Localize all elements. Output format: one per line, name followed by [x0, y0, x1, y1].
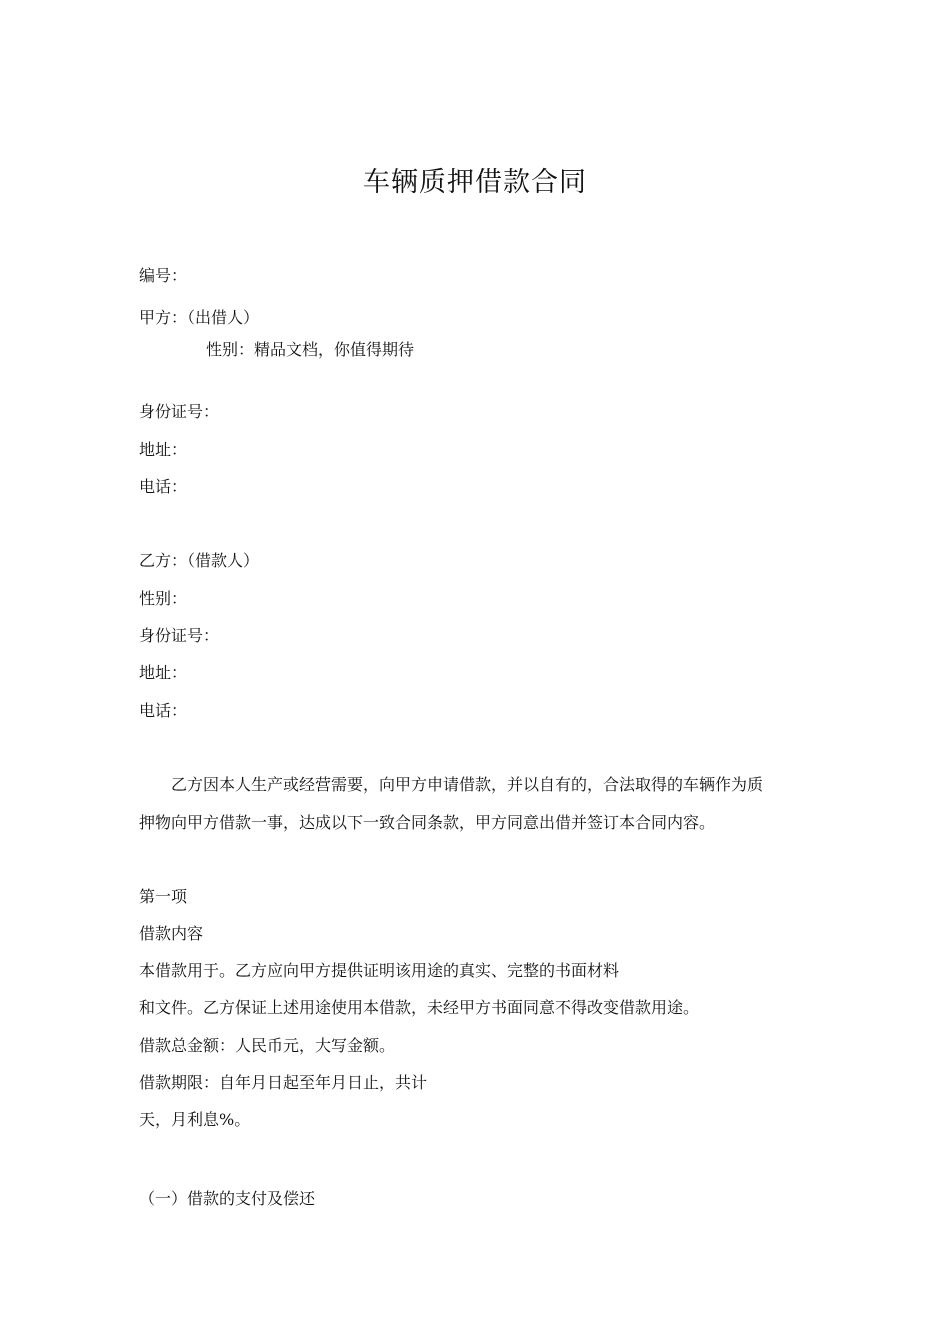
party-b-id-label: 身份证号：: [139, 626, 220, 645]
party-a-phone-label: 电话：: [139, 477, 188, 496]
party-b-header: 乙方：（借款人）: [139, 551, 260, 570]
section-1-line-2: 和文件。乙方保证上述用途使用本借款，未经甲方书面同意不得改变借款用途。: [139, 998, 700, 1017]
section-1-line-4: 借款期限：自年月日起至年月日止，共计: [139, 1073, 428, 1092]
serial-number-label: 编号：: [139, 266, 188, 285]
party-a-gender-line: 性别：精品文档，你值得期待: [206, 340, 415, 359]
section-1-line-3: 借款总金额：人民币元，大写金额。: [139, 1036, 396, 1055]
section-1-line-5: 天，月利息%。: [139, 1110, 251, 1129]
party-b-gender-label: 性别：: [139, 589, 188, 608]
intro-paragraph-line-1: 乙方因本人生产或经营需要，向甲方申请借款，并以自有的，合法取得的车辆作为质: [171, 775, 764, 794]
section-1-subheading: 借款内容: [139, 924, 204, 943]
section-1-heading: 第一项: [139, 887, 188, 906]
party-a-header: 甲方：（出借人）: [139, 308, 260, 327]
intro-paragraph-line-2: 押物向甲方借款一事，达成以下一致合同条款，甲方同意出借并签订本合同内容。: [139, 813, 716, 832]
party-a-id-label: 身份证号：: [139, 402, 220, 421]
party-b-address-label: 地址：: [139, 663, 188, 682]
document-title: 车辆质押借款合同: [363, 167, 587, 198]
party-b-phone-label: 电话：: [139, 701, 188, 720]
party-a-address-label: 地址：: [139, 440, 188, 459]
subsection-1-heading: （一）借款的支付及偿还: [139, 1189, 316, 1208]
section-1-line-1: 本借款用于。乙方应向甲方提供证明该用途的真实、完整的书面材料: [139, 961, 620, 980]
